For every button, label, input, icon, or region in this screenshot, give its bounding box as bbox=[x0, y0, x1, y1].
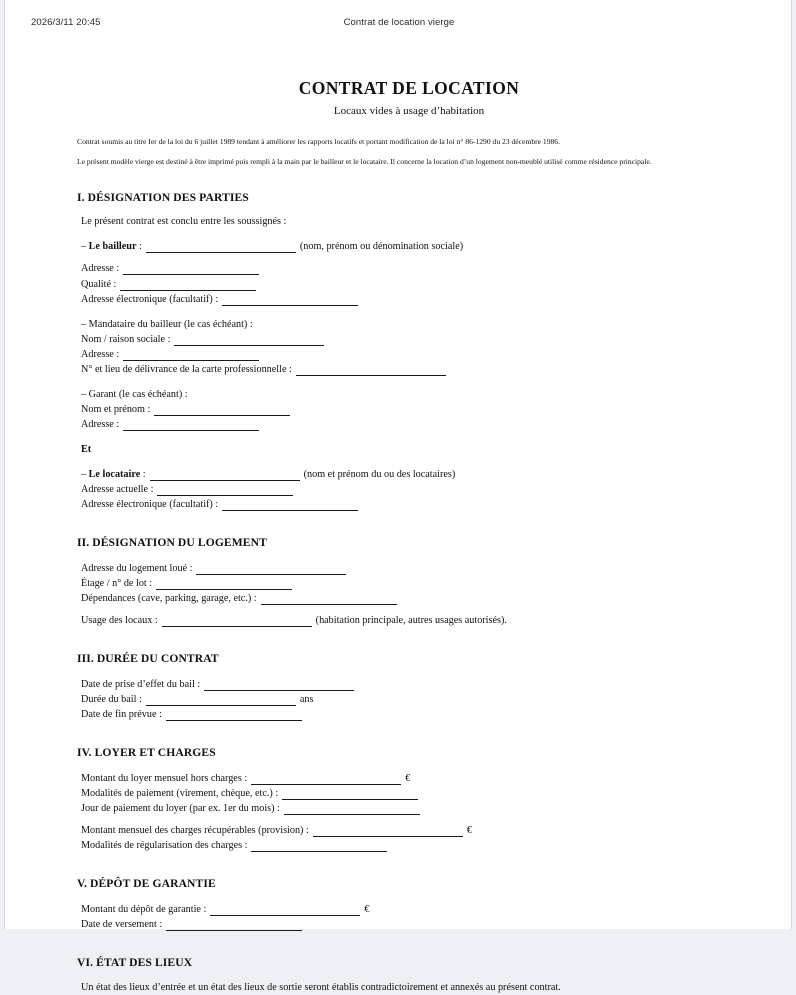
field-mandataire-nom-label: Nom / raison sociale : bbox=[81, 333, 171, 345]
print-header bbox=[5, 17, 793, 31]
field-bailleur-label: Le bailleur bbox=[88, 241, 137, 253]
blank-date-effet[interactable] bbox=[204, 681, 354, 691]
blank-bailleur-adresse[interactable] bbox=[123, 265, 259, 275]
field-loyer-mensuel-currency: € bbox=[405, 773, 411, 785]
field-locataire-email bbox=[77, 496, 741, 511]
blank-carte-professionnelle[interactable] bbox=[296, 366, 446, 376]
blank-date-versement[interactable] bbox=[166, 921, 302, 931]
field-bailleur-qualite bbox=[77, 276, 741, 291]
field-jour-paiement-label: Jour de paiement du loyer (par ex. 1er du mois) : bbox=[81, 803, 280, 815]
blank-date-fin[interactable] bbox=[166, 711, 302, 721]
field-date-effet-label: Date de prise d’effet du bail : bbox=[81, 679, 201, 691]
field-usage-locaux-label: Usage des locaux : bbox=[81, 615, 158, 627]
blank-regularisation-charges[interactable] bbox=[251, 842, 387, 852]
field-date-fin bbox=[77, 706, 741, 721]
field-locataire-adresse bbox=[77, 481, 741, 496]
field-adresse-logement bbox=[77, 550, 741, 575]
field-bailleur-adresse-label: Adresse : bbox=[81, 263, 120, 275]
field-etage-lot bbox=[77, 575, 741, 590]
field-etage-lot-label: Étage / n° de lot : bbox=[81, 578, 153, 590]
field-date-fin-label: Date de fin prévue : bbox=[81, 709, 162, 721]
blank-garant-nom[interactable] bbox=[154, 406, 290, 416]
blank-bailleur-qualite[interactable] bbox=[120, 281, 256, 291]
blank-mandataire-nom[interactable] bbox=[174, 336, 324, 346]
field-date-effet bbox=[77, 666, 741, 691]
field-locataire bbox=[77, 456, 741, 481]
field-duree-bail bbox=[77, 691, 741, 706]
field-regularisation-charges bbox=[77, 837, 741, 852]
field-garant-adresse bbox=[77, 416, 741, 431]
print-header-date: 2026/3/11 20:45 bbox=[31, 17, 101, 28]
field-adresse-logement-label: Adresse du logement loué : bbox=[81, 563, 193, 575]
section-title-duree: III. DURÉE DU CONTRAT bbox=[77, 652, 219, 666]
field-dependances bbox=[77, 590, 741, 605]
field-locataire-colon: : bbox=[140, 469, 146, 480]
field-mandataire-adresse bbox=[77, 346, 741, 361]
field-modalites-paiement-label: Modalités de paiement (virement, chèque, etc.) : bbox=[81, 788, 279, 800]
field-bailleur bbox=[77, 228, 741, 253]
document-title: CONTRAT DE LOCATION bbox=[298, 78, 520, 98]
section-title-loyer: IV. LOYER ET CHARGES bbox=[77, 746, 216, 760]
field-carte-professionnelle-label: N° et lieu de délivrance de la carte professionnelle : bbox=[81, 363, 292, 375]
field-usage-locaux-hint: (habitation principale, autres usages autorisés). bbox=[315, 615, 507, 627]
etat-des-lieux-text: Un état des lieux d’entrée et un état des lieux de sortie seront établis contradictoirement et annexés au présent contrat. bbox=[81, 982, 561, 994]
field-mandataire-heading: – Mandataire du bailleur (le cas échéant) : bbox=[81, 318, 253, 330]
field-bailleur-email-label: Adresse électronique (facultatif) : bbox=[81, 293, 219, 305]
blank-bailleur-email[interactable] bbox=[222, 296, 358, 306]
blank-usage-locaux[interactable] bbox=[162, 617, 312, 627]
blank-locataire-adresse[interactable] bbox=[157, 486, 293, 496]
field-garant-nom-label: Nom et prénom : bbox=[81, 403, 151, 415]
blank-locataire-email[interactable] bbox=[222, 501, 358, 511]
field-jour-paiement bbox=[77, 800, 741, 815]
field-duree-bail-unit: ans bbox=[299, 694, 314, 706]
field-garant-nom bbox=[77, 401, 741, 416]
section-title-etat-des-lieux: VI. ÉTAT DES LIEUX bbox=[77, 956, 193, 970]
field-bailleur-dash: – bbox=[81, 241, 89, 253]
blank-modalites-paiement[interactable] bbox=[282, 790, 418, 800]
blank-locataire-name[interactable] bbox=[150, 471, 300, 481]
blank-charges-recuperables[interactable] bbox=[313, 827, 463, 837]
field-regularisation-charges-label: Modalités de régularisation des charges : bbox=[81, 840, 248, 852]
field-charges-recuperables-label: Montant mensuel des charges récupérables (provision) : bbox=[81, 825, 309, 837]
field-carte-professionnelle bbox=[77, 361, 741, 376]
blank-loyer-mensuel[interactable] bbox=[251, 775, 401, 785]
field-loyer-mensuel-label: Montant du loyer mensuel hors charges : bbox=[81, 773, 248, 785]
field-bailleur-adresse bbox=[77, 253, 741, 275]
field-date-versement bbox=[77, 916, 741, 931]
field-garant-adresse-label: Adresse : bbox=[81, 418, 120, 430]
field-date-versement-label: Date de versement : bbox=[81, 919, 163, 931]
field-dependances-label: Dépendances (cave, parking, garage, etc.) : bbox=[81, 593, 257, 605]
section-title-depot-garantie: V. DÉPÔT DE GARANTIE bbox=[77, 877, 216, 891]
field-locataire-hint: (nom et prénom du ou des locataires) bbox=[303, 469, 456, 480]
field-locataire-label: Le locataire bbox=[88, 469, 141, 480]
blank-dependances[interactable] bbox=[261, 595, 397, 605]
field-montant-depot-label: Montant du dépôt de garantie : bbox=[81, 904, 207, 916]
document-body bbox=[77, 78, 741, 995]
intro-paragraph-1: Contrat soumis au titre Ier de la loi du 6 juillet 1989 tendant à améliorer les rapports locatifs et portant modification de la loi n° 86-1290 du 23 décembre 1986. bbox=[77, 137, 561, 147]
print-header-title: Contrat de location vierge bbox=[343, 17, 455, 28]
field-montant-depot bbox=[77, 891, 741, 916]
field-montant-depot-currency: € bbox=[364, 904, 370, 916]
field-mandataire-adresse-label: Adresse : bbox=[81, 348, 120, 360]
field-bailleur-hint: (nom, prénom ou dénomination sociale) bbox=[299, 241, 464, 253]
field-loyer-mensuel bbox=[77, 760, 741, 785]
field-garant-heading: – Garant (le cas échéant) : bbox=[81, 388, 188, 400]
parties-lead-text: Le présent contrat est conclu entre les soussignés : bbox=[81, 216, 287, 227]
section-title-parties: I. DÉSIGNATION DES PARTIES bbox=[77, 191, 249, 205]
blank-montant-depot[interactable] bbox=[210, 906, 360, 916]
blank-mandataire-adresse[interactable] bbox=[123, 351, 259, 361]
document-subtitle: Locaux vides à usage d’habitation bbox=[333, 105, 485, 118]
intro-paragraph-2: Le présent modèle vierge est destiné à être imprimé puis rempli à la main par le bailleur et le locataire. Il concerne la location d’un logement non-meublé utilisé comme résidence principale. bbox=[77, 156, 652, 166]
section-title-logement: II. DÉSIGNATION DU LOGEMENT bbox=[77, 536, 267, 550]
conjunction-et bbox=[77, 431, 741, 456]
printed-page-sheet bbox=[4, 0, 792, 994]
field-locataire-dash: – bbox=[81, 469, 89, 480]
blank-garant-adresse[interactable] bbox=[123, 421, 259, 431]
blank-etage-lot[interactable] bbox=[156, 580, 292, 590]
blank-bailleur-name[interactable] bbox=[146, 243, 296, 253]
field-bailleur-colon: : bbox=[136, 241, 142, 253]
field-locataire-adresse-label: Adresse actuelle : bbox=[81, 484, 154, 496]
blank-jour-paiement[interactable] bbox=[284, 805, 420, 815]
field-locataire-email-label: Adresse électronique (facultatif) : bbox=[81, 499, 219, 511]
field-bailleur-email bbox=[77, 291, 741, 306]
blank-adresse-logement[interactable] bbox=[196, 565, 346, 575]
field-duree-bail-label: Durée du bail : bbox=[81, 694, 142, 706]
field-charges-recuperables-currency: € bbox=[466, 825, 472, 837]
field-modalites-paiement bbox=[77, 785, 741, 800]
field-bailleur-qualite-label: Qualité : bbox=[81, 278, 117, 290]
conjunction-et-label: Et bbox=[81, 443, 92, 455]
field-mandataire-nom bbox=[77, 331, 741, 346]
blank-duree-bail[interactable] bbox=[146, 696, 296, 706]
field-usage-locaux bbox=[77, 605, 741, 627]
field-charges-recuperables bbox=[77, 815, 741, 837]
